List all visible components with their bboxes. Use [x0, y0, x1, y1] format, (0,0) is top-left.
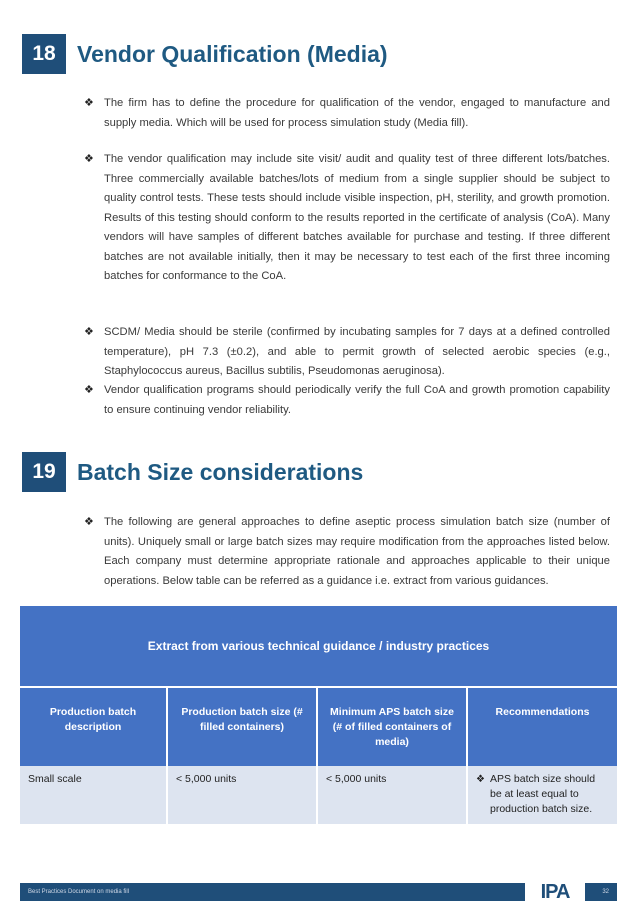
- guidance-table: [20, 606, 617, 824]
- table-cell: [468, 766, 617, 824]
- table-header-row: [20, 688, 617, 766]
- section-title: Vendor Qualification (Media): [77, 40, 388, 67]
- list-item: [84, 323, 610, 382]
- diamond-bullet-icon: ❖: [476, 774, 485, 785]
- list-item: [84, 150, 610, 287]
- section-number: 19: [22, 452, 66, 492]
- footer-document-title: Best Practices Document on media fill: [28, 889, 130, 895]
- section-18-heading: [22, 34, 388, 74]
- column-header: Recommendations: [468, 688, 617, 766]
- list-item: [84, 381, 610, 420]
- bullet-text: The following are general approaches to define aseptic process simulation batch size (number of units). Uniquely small or large batch sizes may require modification from the approaches listed below. Each company must determine appropriate rationale and approaches applicable to their unique operations. Below table can be referred as a guidance i.e. extract from various guidances.: [104, 516, 610, 587]
- page-number: 32: [602, 889, 609, 895]
- list-item: [84, 513, 610, 591]
- section-number: 18: [22, 34, 66, 74]
- section-19-heading: [22, 452, 363, 492]
- bullet-text: Vendor qualification programs should periodically verify the full CoA and growth promotion capability to ensure continuing vendor reliability.: [104, 384, 610, 416]
- diamond-bullet-icon: ❖: [84, 326, 94, 338]
- logo-text: IPA: [540, 880, 570, 903]
- column-header: Production batch description: [20, 688, 168, 766]
- bullet-text: SCDM/ Media should be sterile (confirmed by incubating samples for 7 days at a defined controlled temperature), pH 7.3 (±0.2), and able to permit growth of selected aerobic species (e.g., Staphylococcus aureus, Bacillus subtilis, Pseudomonas aeruginosa).: [104, 326, 610, 377]
- ipa-logo: [525, 878, 585, 906]
- bullet-text: The vendor qualification may include site visit/ audit and quality test of three different lots/batches. Three commercially available batches/lots of medium from a single supplier should be subject to quality control tests. These tests should include visible inspection, pH, sterility, and growth promotion. Results of this testing should conform to the results reported in the certificate of analysis (CoA). Many vendors will have samples of different batches available for purchase and testing. If three different batches are not available initially, then it may be necessary to test each of the first three incoming batches for conformance to the CoA.: [104, 153, 610, 282]
- table-row: [20, 766, 617, 824]
- list-item: [84, 94, 610, 133]
- column-header: Production batch size (# filled containers): [168, 688, 318, 766]
- diamond-bullet-icon: ❖: [84, 97, 94, 109]
- table-cell: < 5,000 units: [168, 766, 318, 824]
- diamond-bullet-icon: ❖: [84, 384, 94, 396]
- table-cell: Small scale: [20, 766, 168, 824]
- column-header: Minimum APS batch size (# of filled containers of media): [318, 688, 468, 766]
- page-footer: [20, 880, 617, 903]
- diamond-bullet-icon: ❖: [84, 516, 94, 528]
- table-title: Extract from various technical guidance / industry practices: [20, 606, 617, 686]
- recommendation-text: APS batch size should be at least equal to production batch size.: [490, 773, 596, 815]
- diamond-bullet-icon: ❖: [84, 153, 94, 165]
- section-title: Batch Size considerations: [77, 458, 364, 485]
- bullet-text: The firm has to define the procedure for qualification of the vendor, engaged to manufacture and supply media. Which will be used for process simulation study (Media fill).: [104, 97, 610, 129]
- table-cell: < 5,000 units: [318, 766, 468, 824]
